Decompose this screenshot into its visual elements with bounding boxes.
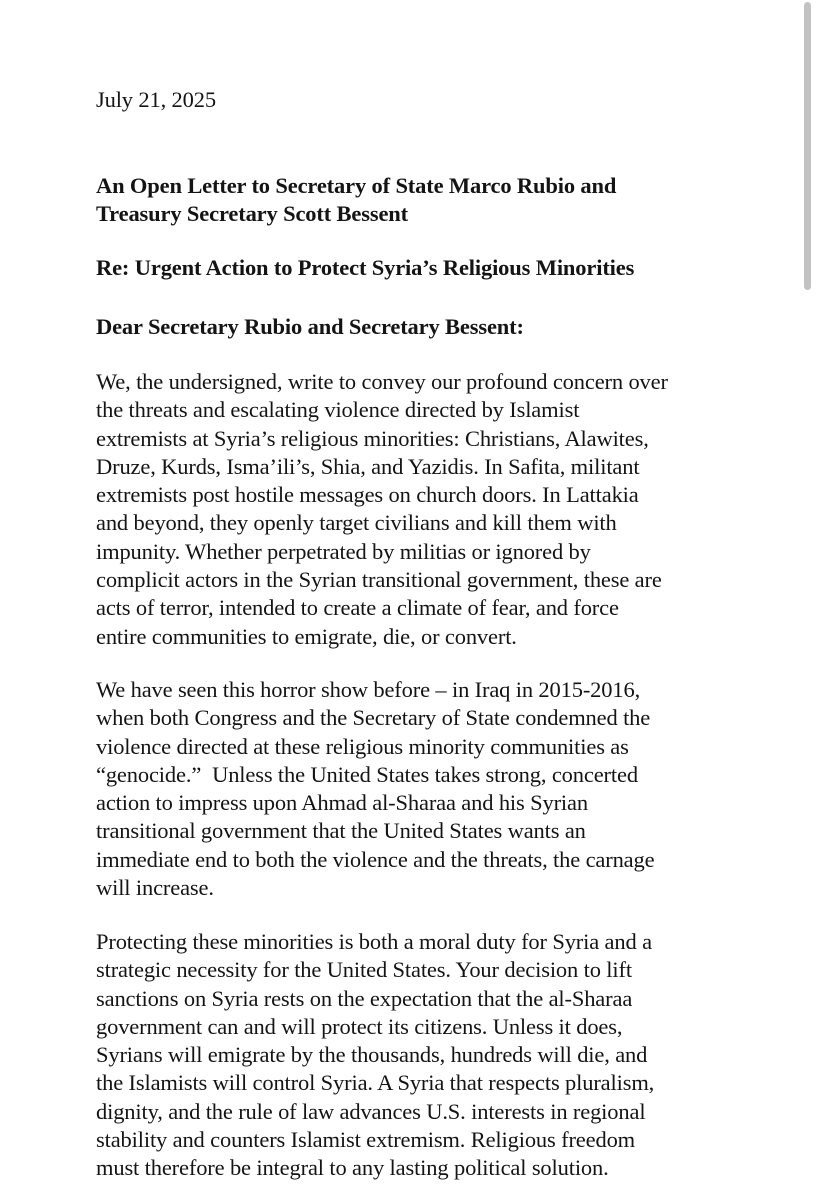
paragraph-line: entire communities to emigrate, die, or convert.: [96, 623, 517, 649]
paragraph-line: extremists post hostile messages on church doors. In Lattakia: [96, 482, 639, 508]
title-line: An Open Letter to Secretary of State Marco Rubio and: [96, 173, 617, 198]
paragraph-line: must therefore be integral to any lasting political solution.: [96, 1155, 609, 1181]
paragraph-line: extremists at Syria’s religious minorities: Christians, Alawites,: [96, 425, 649, 451]
paragraph-line: We have seen this horror show before – in Iraq in 2015-2016,: [96, 677, 641, 702]
scrollbar-thumb[interactable]: [804, 2, 811, 290]
paragraph-line: immediate end to both the violence and the threats, the carnage: [96, 846, 655, 872]
paragraph-line: the threats and escalating violence directed by Islamist: [96, 397, 580, 423]
paragraph-line: dignity, and the rule of law advances U.S. interests in regional: [96, 1098, 646, 1124]
paragraph-line: impunity. Whether perpetrated by militias or ignored by: [96, 538, 591, 564]
paragraph-line: sanctions on Syria rests on the expectation that the al-Sharaa: [96, 985, 633, 1011]
paragraph-line: and beyond, they openly target civilians and kill them with: [96, 510, 617, 536]
paragraph-line: action to impress upon Ahmad al-Sharaa and his Syrian: [96, 790, 588, 816]
paragraph-line: transitional government that the United States wants an: [96, 818, 586, 844]
paragraph-line: violence directed at these religious minority communities as: [96, 733, 629, 759]
paragraph-line: complicit actors in the Syrian transitional government, these are: [96, 567, 662, 593]
body-paragraph-3: [96, 928, 796, 1183]
letter-salutation: Dear Secretary Rubio and Secretary Bessent:: [96, 314, 524, 339]
paragraph-line: when both Congress and the Secretary of State condemned the: [96, 705, 651, 731]
body-paragraph-2: [96, 676, 796, 902]
letter-title: [96, 172, 796, 229]
paragraph-line: strategic necessity for the United States. Your decision to lift: [96, 957, 632, 983]
letter-subject: Re: Urgent Action to Protect Syria’s Religious Minorities: [96, 255, 635, 280]
paragraph-line: Syrians will emigrate by the thousands, hundreds will die, and: [96, 1042, 648, 1068]
paragraph-line: the Islamists will control Syria. A Syria that respects pluralism,: [96, 1070, 655, 1096]
title-line: Treasury Secretary Scott Bessent: [96, 201, 409, 227]
paragraph-line: acts of terror, intended to create a climate of fear, and force: [96, 595, 619, 621]
letter-date: July 21, 2025: [96, 87, 216, 112]
vertical-scrollbar[interactable]: [804, 0, 811, 1200]
paragraph-line: We, the undersigned, write to convey our profound concern over: [96, 369, 668, 394]
paragraph-line: Protecting these minorities is both a moral duty for Syria and a: [96, 929, 652, 954]
paragraph-line: “genocide.” Unless the United States takes strong, concerted: [96, 761, 638, 787]
body-paragraph-1: [96, 368, 796, 651]
paragraph-line: government can and will protect its citizens. Unless it does,: [96, 1013, 623, 1039]
paragraph-line: stability and counters Islamist extremism. Religious freedom: [96, 1127, 636, 1153]
paragraph-line: Druze, Kurds, Isma’ili’s, Shia, and Yazidis. In Safita, militant: [96, 453, 640, 479]
paragraph-line: will increase.: [96, 875, 214, 901]
